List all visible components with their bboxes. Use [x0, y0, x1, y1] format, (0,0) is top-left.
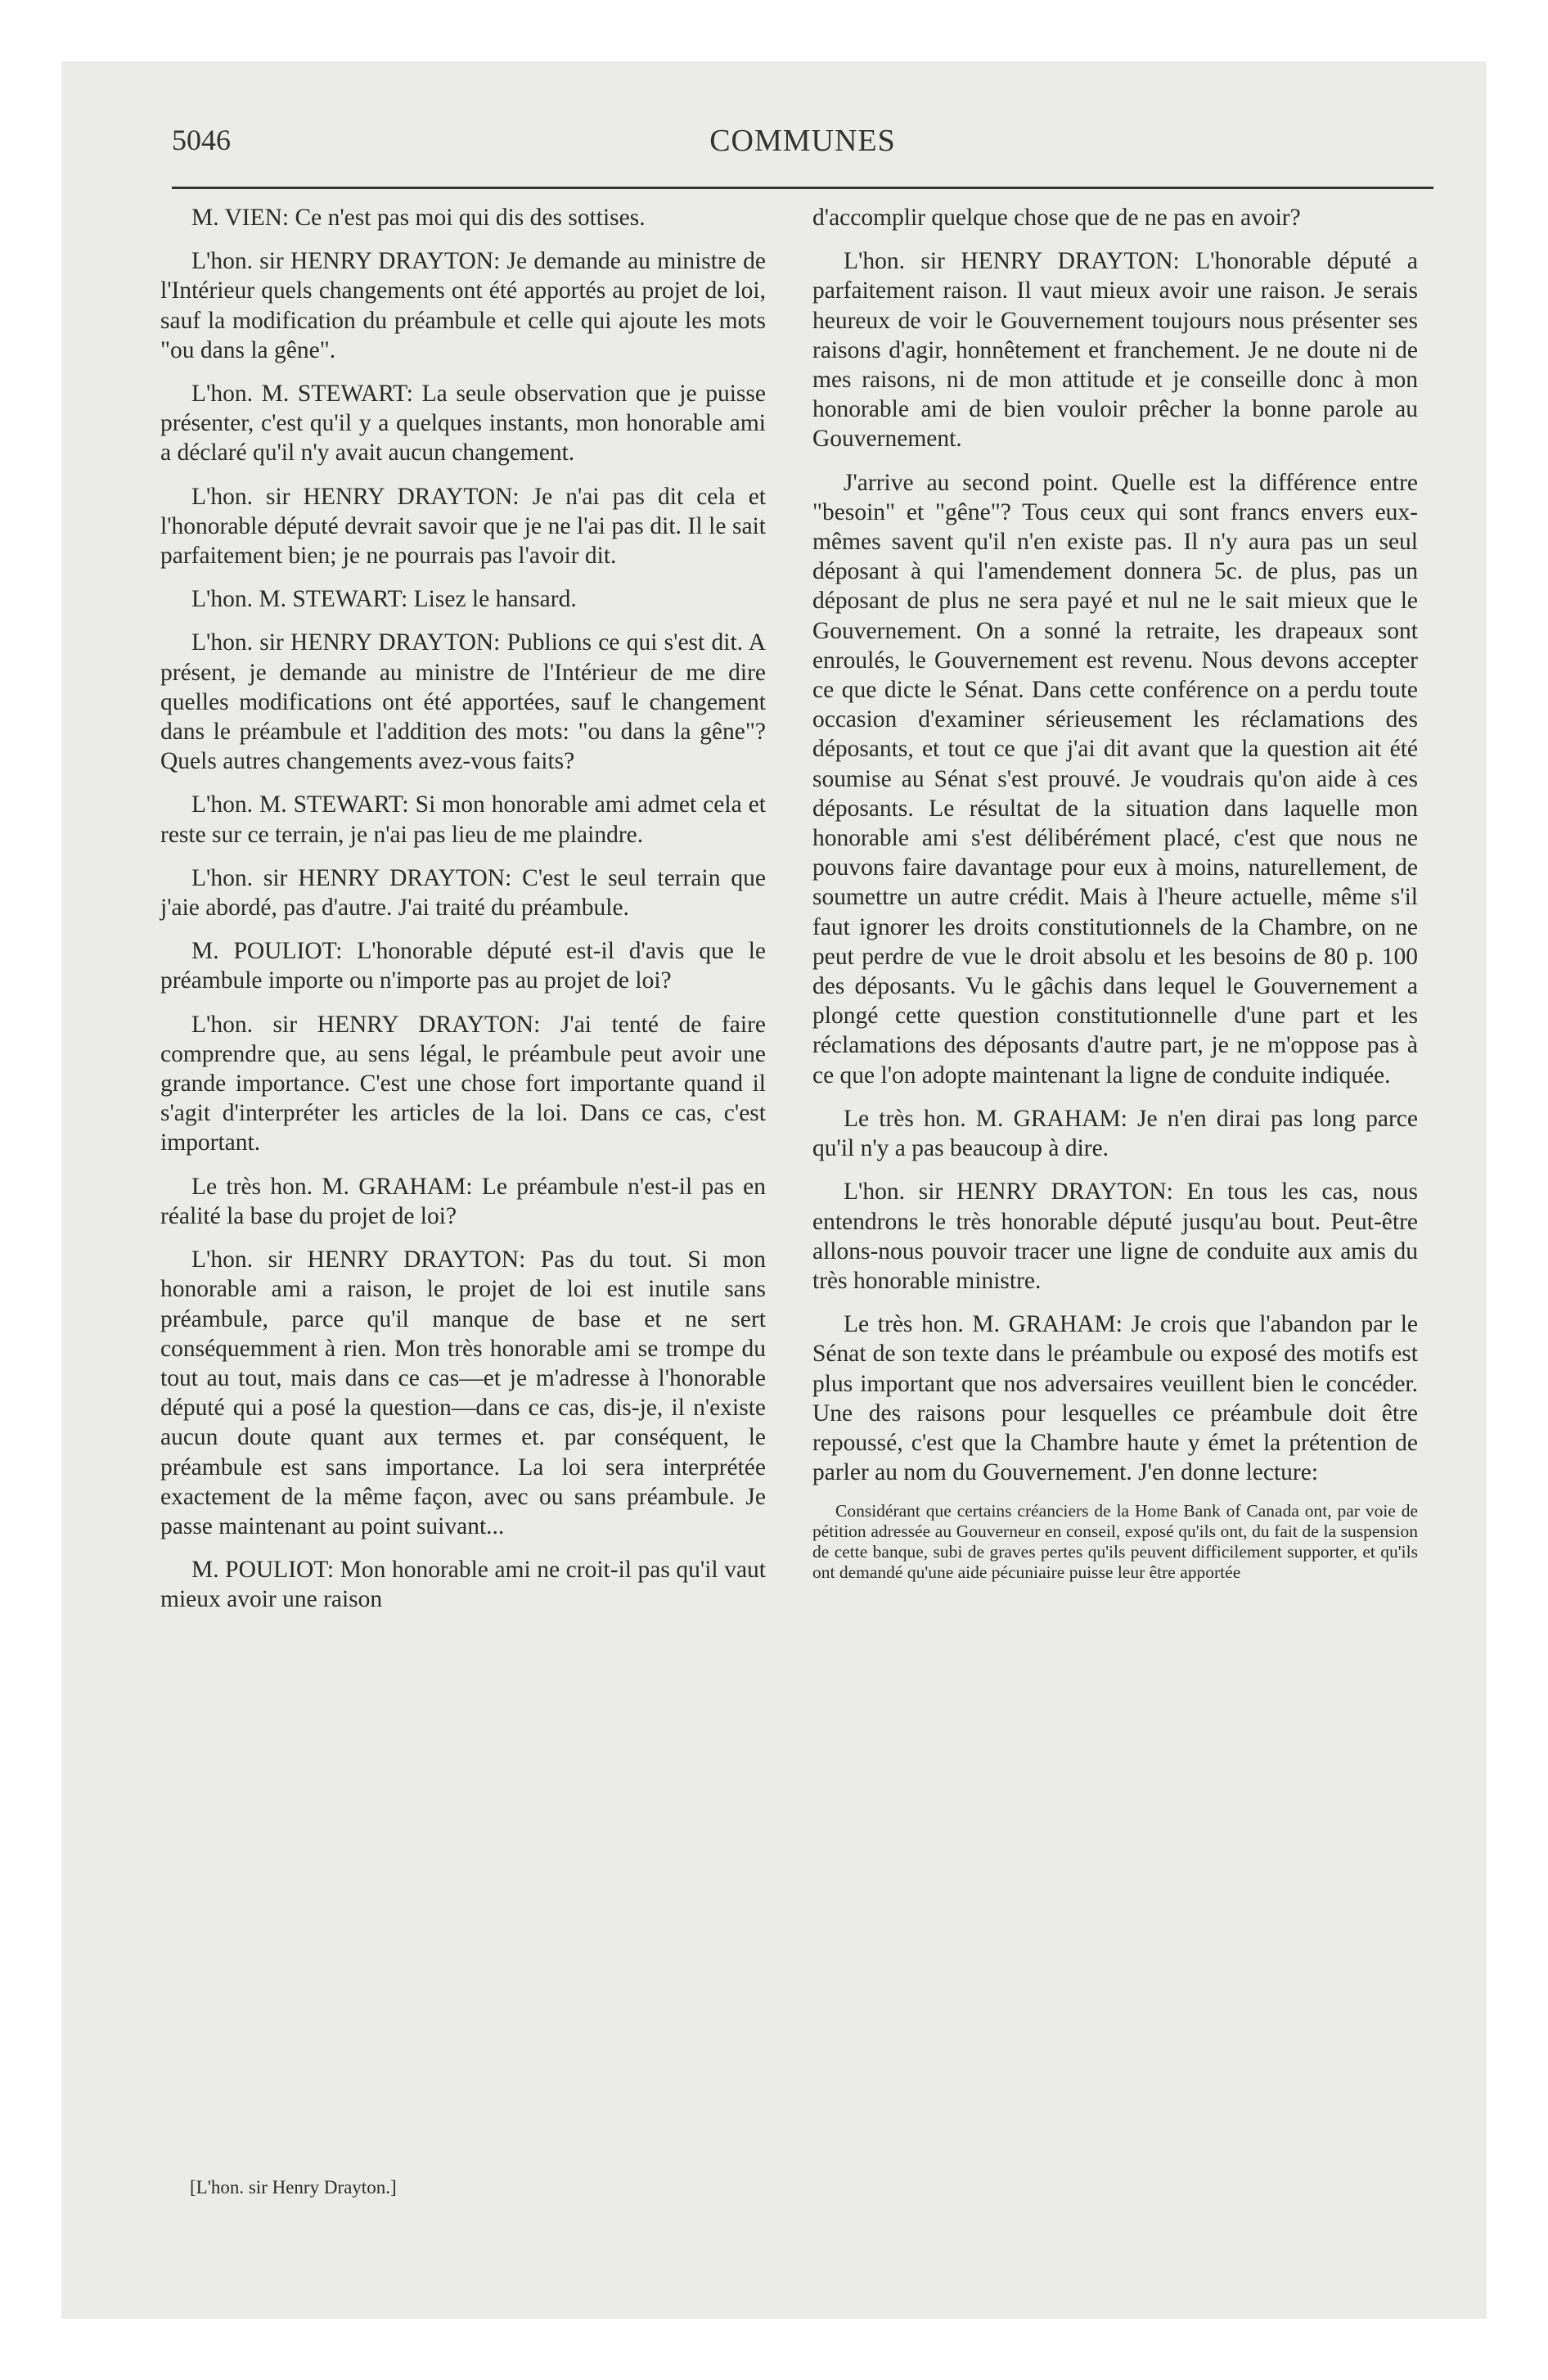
- right-column: [812, 203, 1418, 1583]
- speaker-footer-note: [L'hon. sir Henry Drayton.]: [190, 2177, 397, 2197]
- paragraph: Le très hon. M. GRAHAM: Le préambule n'est-il pas en réalité la base du projet de loi?: [160, 1173, 766, 1229]
- paragraph: L'hon. sir HENRY DRAYTON: J'ai tenté de faire comprendre que, au sens légal, le préambule peut avoir une grande importance. C'est une chose fort importante quand il s'agit d'interpréter les articles de la loi. Dans ce cas, c'est important.: [160, 1011, 766, 1156]
- running-title: COMMUNES: [709, 124, 896, 158]
- paragraph: L'hon. sir HENRY DRAYTON: Je demande au ministre de l'Intérieur quels changements ont été apportés au projet de loi, sauf la modification du préambule et celle qui ajoute les mots "ou dans la gêne".: [160, 248, 766, 363]
- paragraph: L'hon. sir HENRY DRAYTON: Pas du tout. Si mon honorable ami a raison, le projet de loi est inutile sans préambule, parce qu'il manque de base et ne sert conséquemment à rien. Mon très honorable ami se trompe du tout au tout, mais dans ce cas—et je m'adresse à l'honorable député qui a posé la question—dans ce cas, dis-je, il n'existe aucun doute quant aux termes et. par conséquent, le préambule est sans importance. La loi sera interprétée exactement de la même façon, avec ou sans préambule. Je passe maintenant au point suivant...: [160, 1246, 766, 1539]
- paragraph: L'hon. M. STEWART: Si mon honorable ami admet cela et reste sur ce terrain, je n'ai pas lieu de me plaindre.: [160, 791, 766, 848]
- page-number: 5046: [172, 124, 231, 156]
- paragraph: M. POULIOT: Mon honorable ami ne croit-il pas qu'il vaut mieux avoir une raison: [160, 1557, 766, 1613]
- paragraph: L'hon. M. STEWART: La seule observation que je puisse présenter, c'est qu'il y a quelques instants, mon honorable ami a déclaré qu'il n'y avait aucun changement.: [160, 381, 766, 467]
- header-rule: [172, 187, 1433, 189]
- left-column: [160, 203, 766, 1629]
- paragraph: L'hon. sir HENRY DRAYTON: Publions ce qui s'est dit. A présent, je demande au ministre de l'Intérieur de me dire quelles modifications ont été apportées, sauf le changement dans le préambule et l'addition des mots: "ou dans la gêne"? Quels autres changements avez-vous faits?: [160, 629, 766, 775]
- paragraph: L'hon. sir HENRY DRAYTON: L'honorable député a parfaitement raison. Il vaut mieux avoir une raison. Je serais heureux de voir le Gouvernement toujours nous présenter ses raisons d'agir, honnêtement et franchement. Je ne doute ni de mes raisons, ni de mon attitude et je conseille donc à mon honorable ami de bien vouloir prêcher la bonne parole au Gouvernement.: [812, 248, 1418, 453]
- quoted-preamble: Considérant que certains créanciers de la Home Bank of Canada ont, par voie de pétition adressée au Gouverneur en conseil, exposé qu'ils ont, du fait de la suspension de cette banque, subi de graves pertes qu'ils peuvent difficilement supporter, et qu'ils ont demandé qu'une aide pécuniaire puisse leur être apportée: [812, 1501, 1418, 1583]
- continued-paragraph: d'accomplir quelque chose que de ne pas en avoir?: [812, 205, 1301, 231]
- paragraph: L'hon. sir HENRY DRAYTON: En tous les cas, nous entendrons le très honorable député jusqu'au bout. Peut-être allons-nous pouvoir tracer une ligne de conduite aux amis du très honorable ministre.: [812, 1179, 1418, 1294]
- paragraph: M. VIEN: Ce n'est pas moi qui dis des sottises.: [191, 205, 646, 231]
- paragraph: M. POULIOT: L'honorable député est-il d'avis que le préambule importe ou n'importe pas au projet de loi?: [160, 938, 766, 994]
- paragraph: Le très hon. M. GRAHAM: Je n'en dirai pas long parce qu'il n'y a pas beaucoup à dire.: [812, 1105, 1418, 1162]
- paragraph: J'arrive au second point. Quelle est la différence entre "besoin" et "gêne"? Tous ceux qui sont francs envers eux-mêmes savent qu'il n'en existe pas. Il n'y aura pas un seul déposant à qui l'amendement donnera 5c. de plus, pas un déposant de plus ne sera payé et nul ne le sait mieux que le Gouvernement. On a sonné la retraite, les drapeaux sont enroulés, le Gouvernement est revenu. Nous devons accepter ce que dicte le Sénat. Dans cette conférence on a perdu toute occasion d'examiner sérieusement les réclamations des déposants, et tout ce que j'ai dit avant que la question ait été soumise au Sénat s'est prouvé. Je voudrais qu'on aide à ces déposants. Le résultat de la situation dans laquelle mon honorable ami s'est délibérément placé, c'est que nous ne pouvons faire davantage pour eux à moins, naturellement, de soumettre un autre crédit. Mais à l'heure actuelle, même s'il faut ignorer les droits constitutionnels de la Chambre, on ne peut perdre de vue le droit absolu et les besoins de 80 p. 100 des déposants. Vu le gâchis dans lequel le Gouvernement a plongé cette question constitutionnelle d'une part et les réclamations des déposants d'autre part, je ne m'oppose pas à ce que l'on adopte maintenant la ligne de conduite indiquée.: [812, 469, 1418, 1089]
- page-header: [172, 123, 1433, 180]
- paragraph: L'hon. sir HENRY DRAYTON: Je n'ai pas dit cela et l'honorable député devrait savoir que je ne l'ai pas dit. Il le sait parfaitement bien; je ne pourrais pas l'avoir dit.: [160, 483, 766, 570]
- paragraph: Le très hon. M. GRAHAM: Je crois que l'abandon par le Sénat de son texte dans le préambule ou exposé des motifs est plus important que nos adversaires veuillent bien le concéder. Une des raisons pour lesquelles ce préambule doit être repoussé, c'est que la Chambre haute y émet la prétention de parler au nom du Gouvernement. J'en donne lecture:: [812, 1311, 1418, 1486]
- paragraph: L'hon. sir HENRY DRAYTON: C'est le seul terrain que j'aie abordé, pas d'autre. J'ai traité du préambule.: [160, 864, 766, 922]
- paragraph: L'hon. M. STEWART: Lisez le hansard.: [191, 586, 577, 613]
